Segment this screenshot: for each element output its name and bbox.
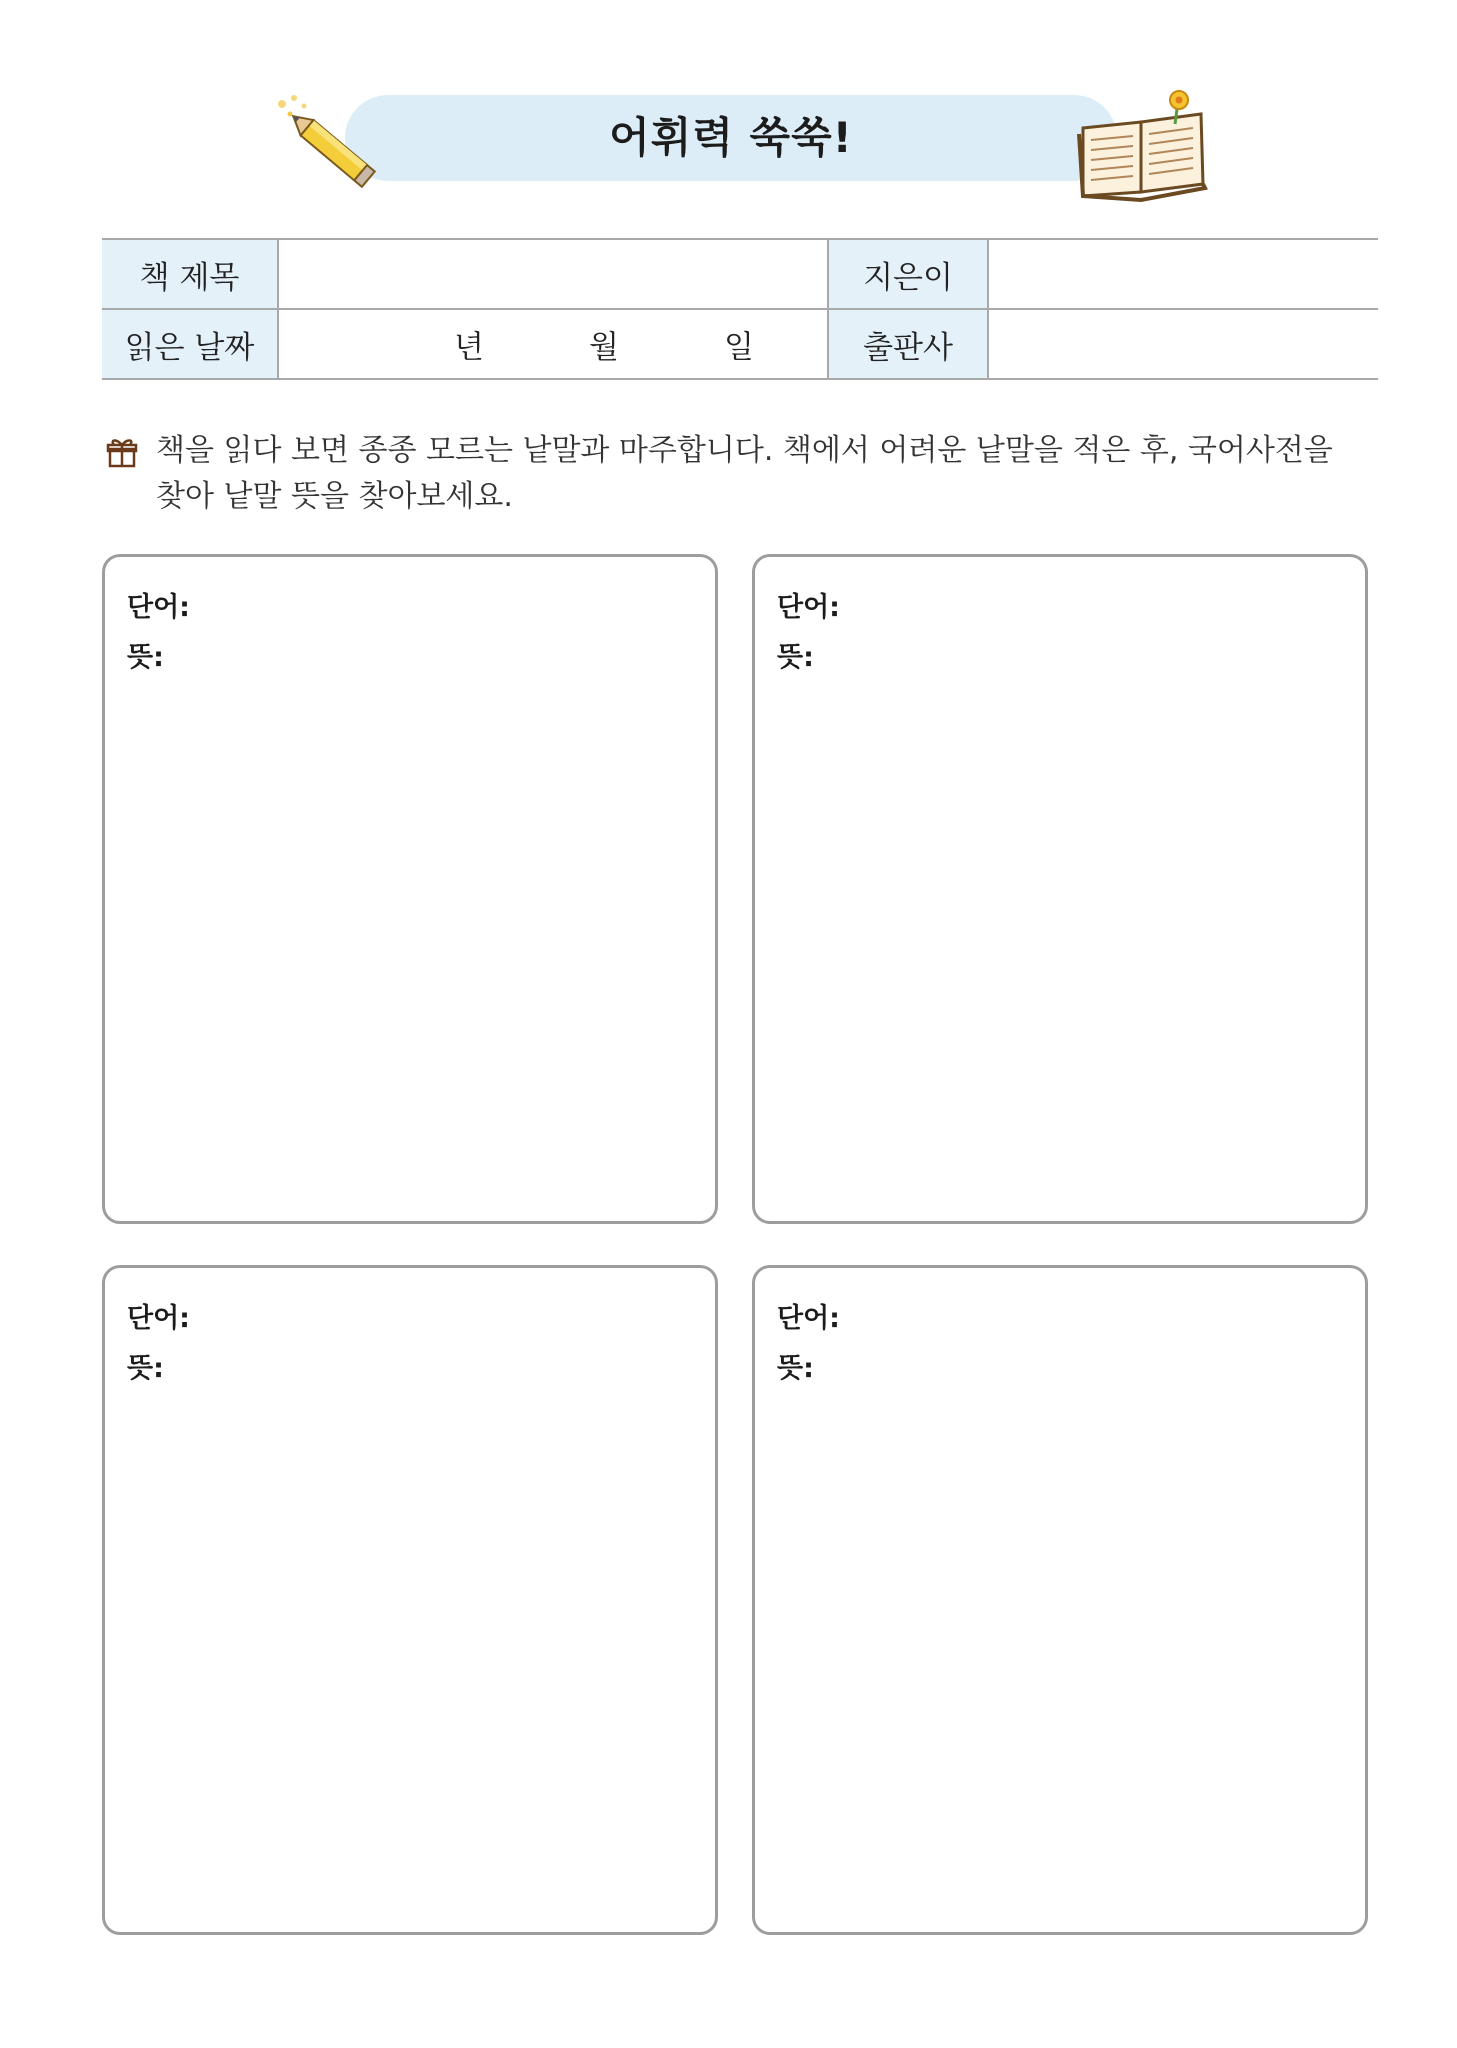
book-title-field[interactable] (278, 239, 828, 309)
word-label: 단어: (127, 1303, 190, 1334)
pencil-icon (270, 92, 390, 192)
word-label: 단어: (777, 592, 840, 623)
author-field[interactable] (988, 239, 1378, 309)
day-label: 일 (724, 329, 754, 366)
word-label: 단어: (777, 1303, 840, 1334)
page-title: 어휘력 쑥쑥! (609, 113, 853, 162)
word-label: 단어: (127, 592, 190, 623)
word-card[interactable] (752, 1265, 1368, 1935)
read-date-label: 읽은 날짜 (102, 309, 278, 379)
publisher-label: 출판사 (828, 309, 988, 379)
publisher-field[interactable] (988, 309, 1378, 379)
meaning-label: 뜻: (777, 1353, 814, 1384)
read-date-field[interactable] (278, 309, 828, 379)
month-label: 월 (589, 329, 619, 366)
word-card[interactable] (102, 1265, 718, 1935)
book-title-label: 책 제목 (102, 239, 278, 309)
meaning-label: 뜻: (777, 642, 814, 673)
open-book-icon (1075, 88, 1210, 206)
meaning-label: 뜻: (127, 642, 164, 673)
author-label: 지은이 (828, 239, 988, 309)
word-card[interactable] (752, 554, 1368, 1224)
word-card[interactable] (102, 554, 718, 1224)
gift-icon (106, 436, 138, 468)
book-info-table (102, 238, 1378, 380)
year-label: 년 (454, 329, 484, 366)
instruction-text: 책을 읽다 보면 종종 모르는 낱말과 마주합니다. 책에서 어려운 낱말을 적은 후, 국어사전을 찾아 낱말 뜻을 찾아보세요. (156, 433, 1333, 514)
meaning-label: 뜻: (127, 1353, 164, 1384)
instruction (106, 428, 1356, 520)
